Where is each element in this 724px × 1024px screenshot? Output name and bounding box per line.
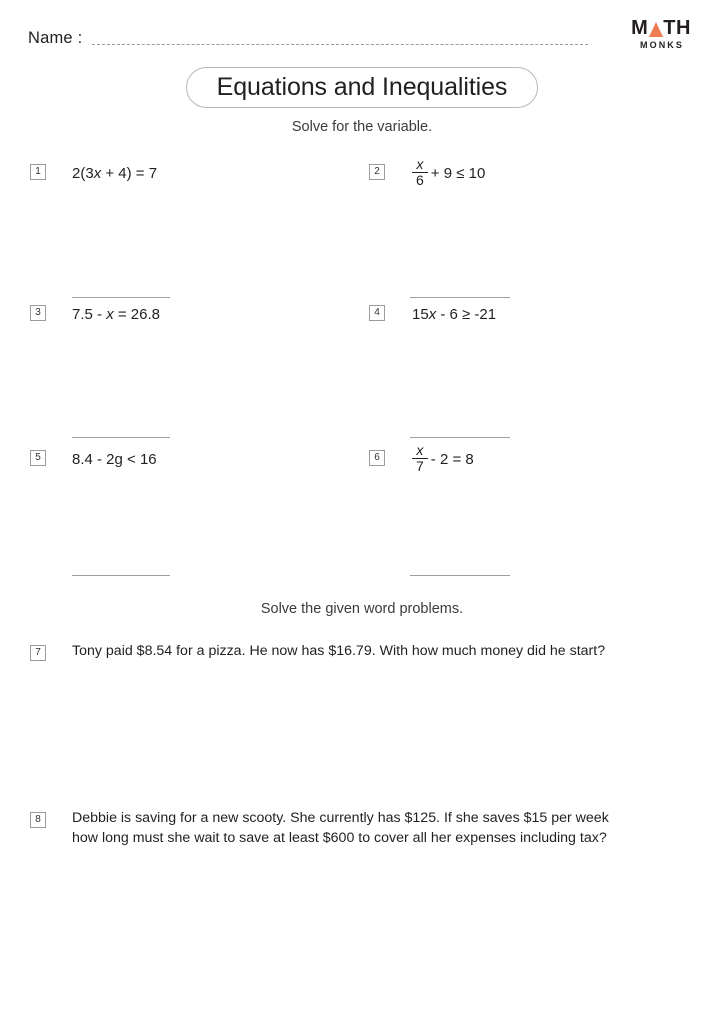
equation-5: 8.4 - 2g < 16: [72, 451, 157, 468]
word-problem-7-line-1: Tony paid $8.54 for a pizza. He now has $16.79. With how much money did he start?: [72, 643, 606, 659]
fraction-x-over-7: $\frac{x}{7}$: [412, 443, 428, 473]
fraction-x-over-6: $\frac{x}{6}$: [412, 157, 428, 187]
answer-line-1[interactable]: [72, 297, 170, 298]
question-number-1: 1: [30, 164, 46, 180]
answer-line-6[interactable]: [410, 575, 510, 576]
logo-letter-m: M: [631, 17, 649, 39]
question-number-5: 5: [30, 450, 46, 466]
answer-line-5[interactable]: [72, 575, 170, 576]
question-number-2: 2: [369, 164, 385, 180]
section-2-instruction: Solve the given word problems.: [260, 601, 464, 617]
name-field-row: [28, 22, 588, 48]
name-label: Name :: [28, 28, 83, 47]
equation-3: 7.5 - x = 26.8: [72, 306, 160, 323]
worksheet-title-box: [186, 67, 538, 108]
question-number-6: 6: [369, 450, 385, 466]
name-input-line[interactable]: [92, 44, 588, 45]
equation-6: $\frac{x}{7}$ - 2 = 8: [412, 446, 474, 472]
equation-4: 15x - 6 ≥ -21: [412, 306, 497, 323]
section-1-instruction: Solve for the variable.: [291, 119, 433, 135]
equation-2: $\frac{x}{6}$ + 9 ≤ 10: [412, 160, 485, 186]
logo-wordmark-math: [622, 18, 700, 38]
word-problem-8-line-2: how long must she wait to save at least $600 to cover all her expenses including tax?: [72, 830, 607, 846]
equation-1: 2(3x + 4) = 7: [72, 165, 158, 182]
question-number-4: 4: [369, 305, 385, 321]
word-problem-8-text: [72, 808, 697, 848]
word-problem-8-line-1: Debbie is saving for a new scooty. She currently has $125. If she saves $15 per week: [72, 810, 609, 826]
worksheet-title: Equations and Inequalities: [216, 73, 508, 101]
math-monks-logo: [622, 18, 700, 50]
question-number-3: 3: [30, 305, 46, 321]
question-number-8: 8: [30, 812, 46, 828]
triangle-a-icon: [649, 22, 663, 37]
logo-wordmark-monks: MONKS: [640, 40, 684, 50]
word-problem-7-text: [72, 641, 692, 661]
question-number-7: 7: [30, 645, 46, 661]
answer-line-2[interactable]: [410, 297, 510, 298]
logo-letters-th: TH: [663, 17, 691, 39]
answer-line-4[interactable]: [410, 437, 510, 438]
answer-line-3[interactable]: [72, 437, 170, 438]
